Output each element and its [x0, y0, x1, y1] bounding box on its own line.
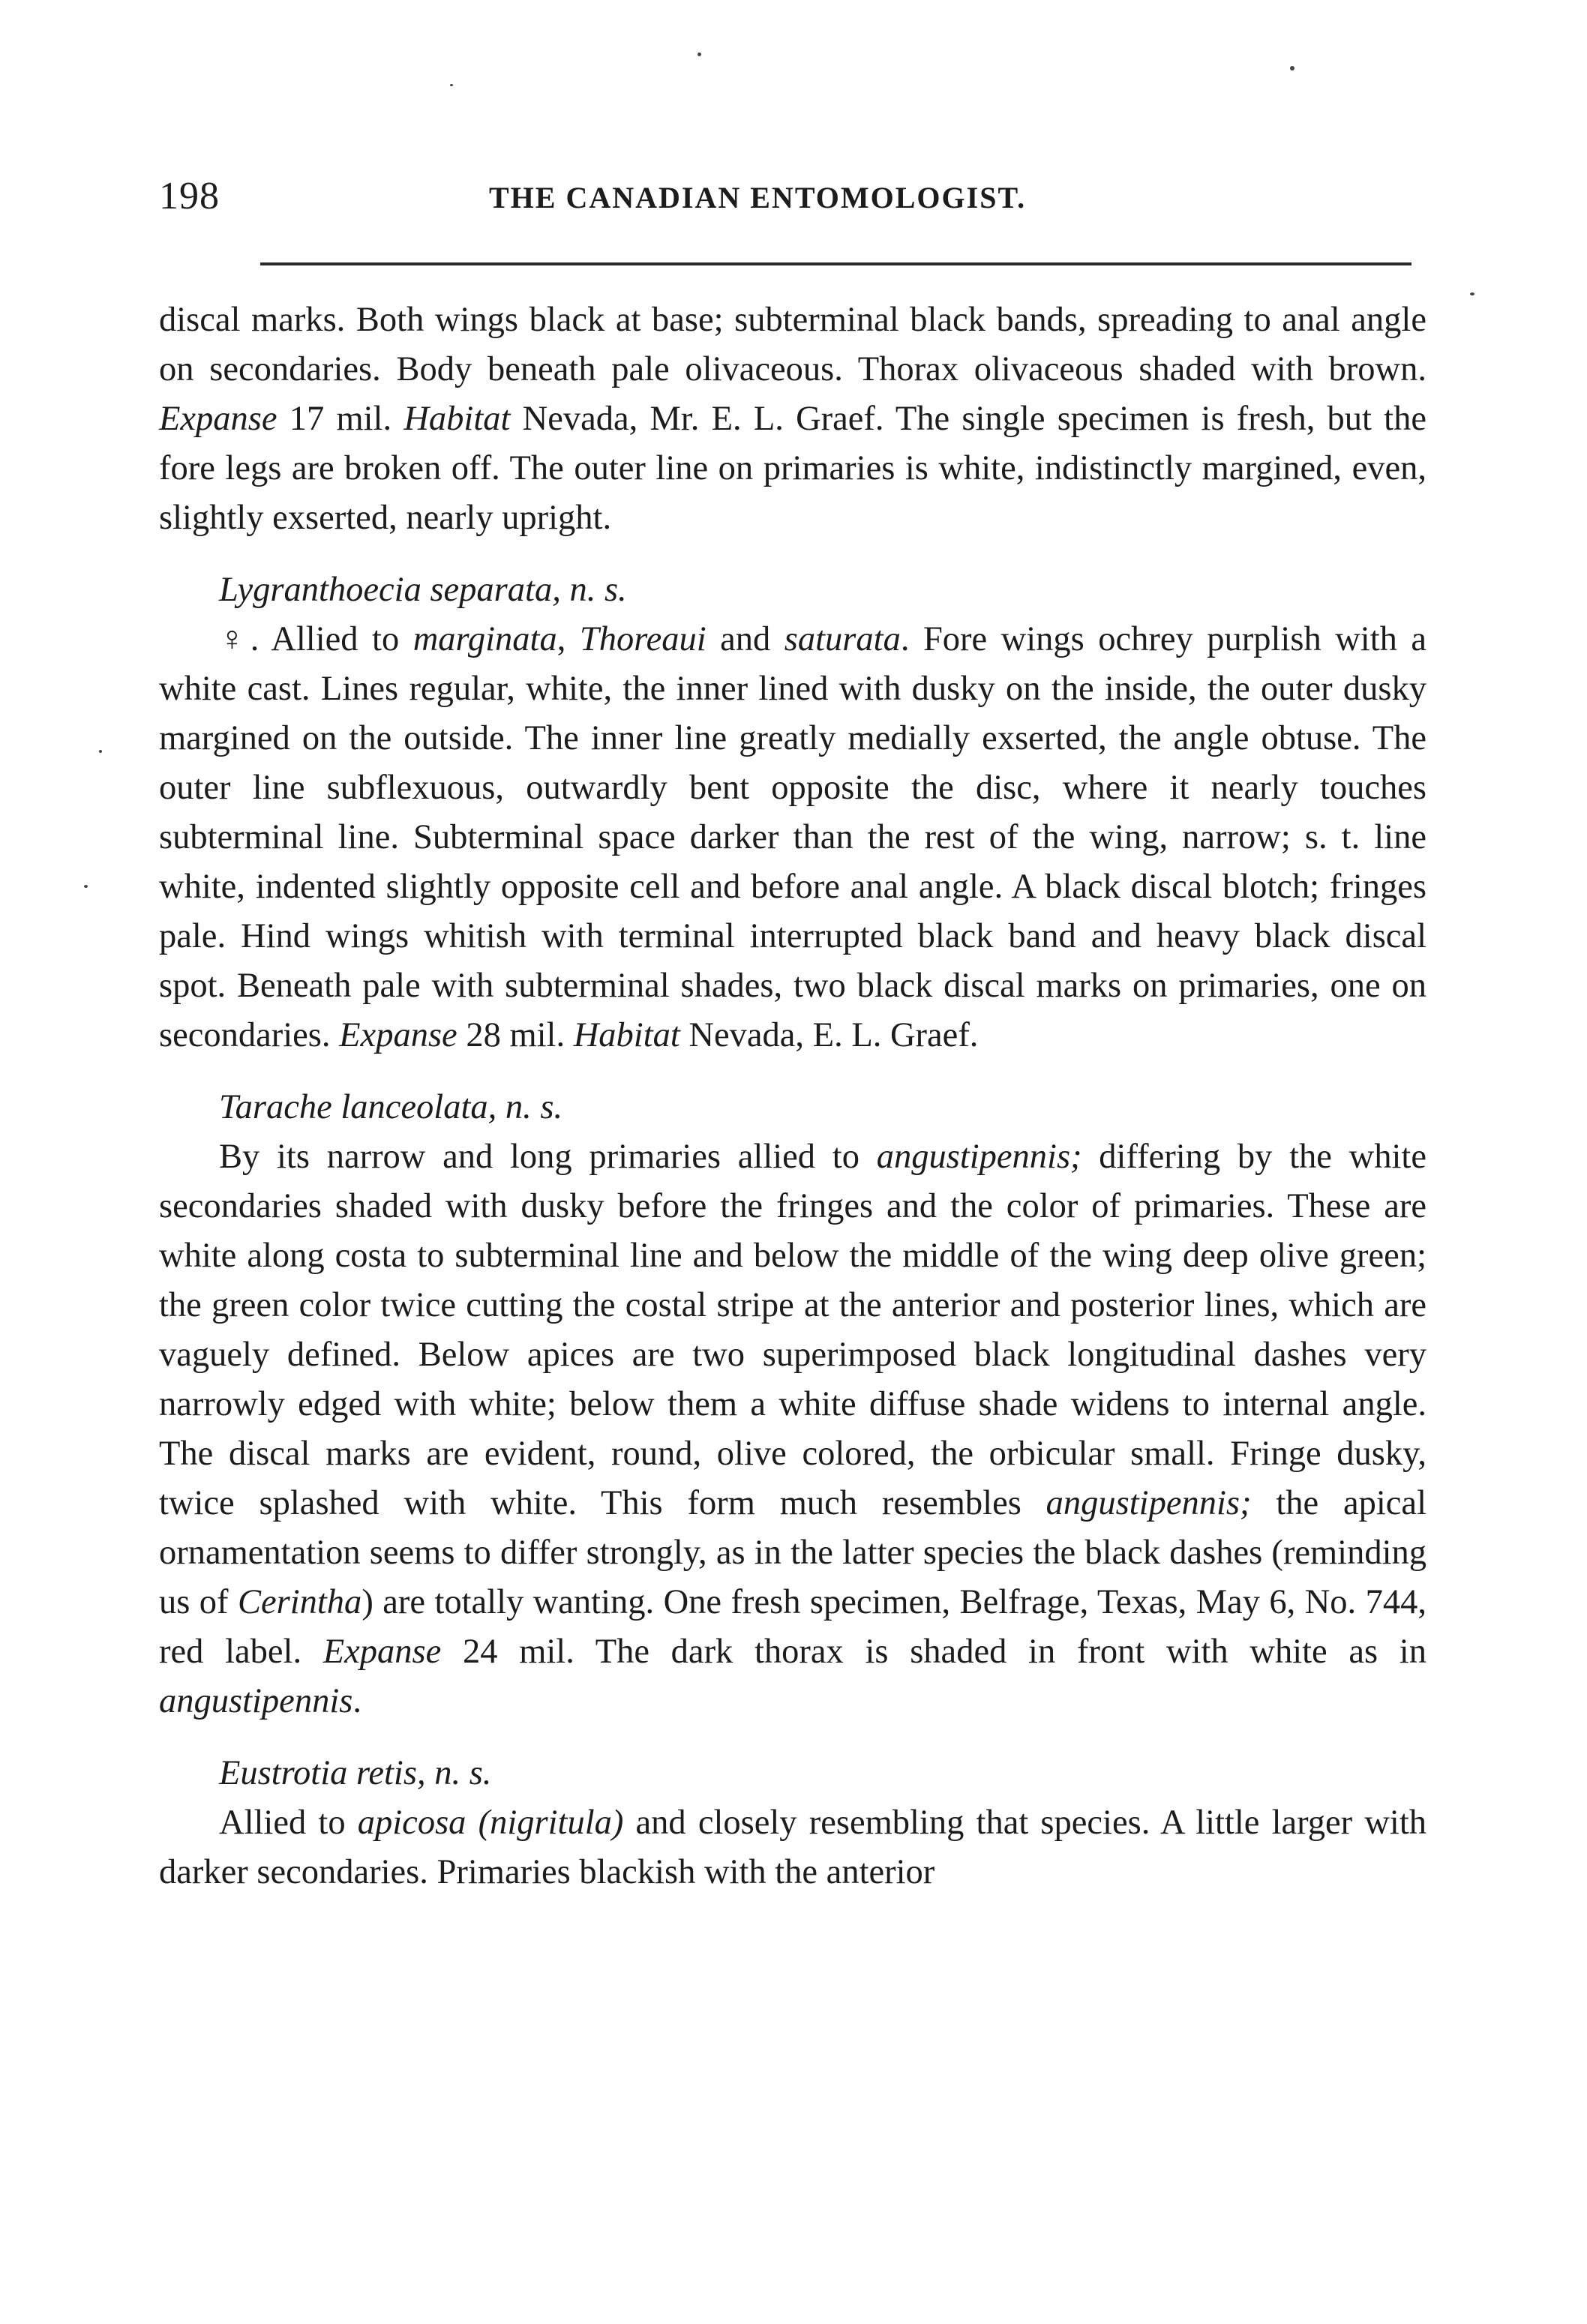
body-text [159, 295, 1426, 1897]
text-segment: , [556, 620, 580, 658]
header-rule [260, 262, 1412, 265]
scan-speck [450, 84, 453, 86]
text-segment: and [706, 620, 784, 658]
scan-speck [1470, 292, 1474, 295]
running-head [159, 174, 1426, 226]
text-segment: 28 mil. [457, 1016, 574, 1054]
expanse-label: Expanse [159, 400, 278, 438]
species-description-lanceolata [159, 1132, 1426, 1726]
species-heading-lanceolata: Tarache lanceolata, n. s. [219, 1088, 563, 1126]
species-name: Cerintha [237, 1583, 362, 1621]
page-number: 198 [159, 175, 220, 217]
expanse-label: Expanse [322, 1633, 442, 1671]
text-segment: the apical ornamentation seems to differ strongly, as in the latter species the black dashes (reminding us of [159, 1484, 1426, 1621]
text-segment: ) are totally wanting. One fresh specimen, Belfrage, Texas, May 6, No. 744, red label. [159, 1583, 1426, 1671]
species-name: angustipennis; [1046, 1484, 1252, 1522]
text-segment: and closely resembling that species. A little larger with darker secondaries. Primaries blackish with the anterior [159, 1804, 1426, 1891]
species-name: angustipennis; [876, 1138, 1082, 1176]
species-name: Thoreaui [579, 620, 706, 658]
text-segment: ♀. Allied to [219, 620, 413, 658]
scan-speck [698, 52, 701, 56]
text-segment: differing by the white secondaries shaded with dusky before the fringes and the color of primaries. These are white along costa to subterminal line and below the middle of the wing deep olive green; the green color twice cutting the costal stripe at the anterior and posterior lines, which are vaguely defined. Below apices are two superimposed black longitudinal dashes very narrowly edged with white; below them a white diffuse shade widens to internal angle. The discal marks are evident, round, olive colored, the orbicular small. Fringe dusky, twice splashed with white. This form much resembles [159, 1138, 1426, 1522]
text-segment: Allied to [219, 1804, 358, 1842]
text-segment: 17 mil. [277, 400, 404, 438]
habitat-label: Habitat [573, 1016, 680, 1054]
scan-speck [84, 885, 88, 888]
running-title: THE CANADIAN ENTOMOLOGIST. [489, 181, 1027, 214]
species-name: angustipennis [159, 1682, 353, 1720]
scan-speck [99, 750, 102, 753]
species-description-retis [159, 1798, 1426, 1897]
text-segment: By its narrow and long primaries allied to [219, 1138, 877, 1176]
text-segment: . Fore wings ochrey purplish with a white cast. Lines regular, white, the inner lined with dusky on the inside, the outer dusky margined on the outside. The inner line greatly medially exserted, the angle obtuse. The outer line subflexuous, outwardly bent opposite the disc, where it nearly touches subterminal line. Subterminal space darker than the rest of the wing, narrow; s. t. line white, indented slightly opposite cell and before anal angle. A black discal blotch; fringes pale. Hind wings whitish with terminal interrupted black band and heavy black discal spot. Beneath pale with subterminal shades, two black discal marks on primaries, one on secondaries. [159, 620, 1426, 1054]
species-name: marginata [412, 620, 557, 658]
species-name: saturata [784, 620, 901, 658]
text-segment: 24 mil. The dark thorax is shaded in front with white as in [441, 1633, 1426, 1671]
scan-speck [1290, 66, 1294, 70]
text-segment: . [352, 1682, 362, 1720]
text-segment: Nevada, E. L. Graef. [680, 1016, 979, 1054]
habitat-label: Habitat [404, 400, 511, 438]
text-segment: Nevada, Mr. E. L. Graef. The single specimen is fresh, but the fore legs are broken off. The outer line on primaries is white, indistinctly margined, even, slightly exserted, nearly upright. [159, 400, 1426, 537]
species-heading-retis: Eustrotia retis, n. s. [219, 1754, 492, 1792]
species-description-separata [159, 615, 1426, 1060]
text-segment: discal marks. Both wings black at base; subterminal black bands, spreading to anal angle on secondaries. Body beneath pale olivaceous. Thorax olivaceous shaded with brown. [159, 301, 1426, 388]
expanse-label: Expanse [339, 1016, 458, 1054]
continuation-paragraph [159, 295, 1426, 543]
species-name: apicosa (nigritula) [357, 1804, 624, 1842]
species-heading-separata: Lygranthoecia separata, n. s. [219, 571, 627, 609]
